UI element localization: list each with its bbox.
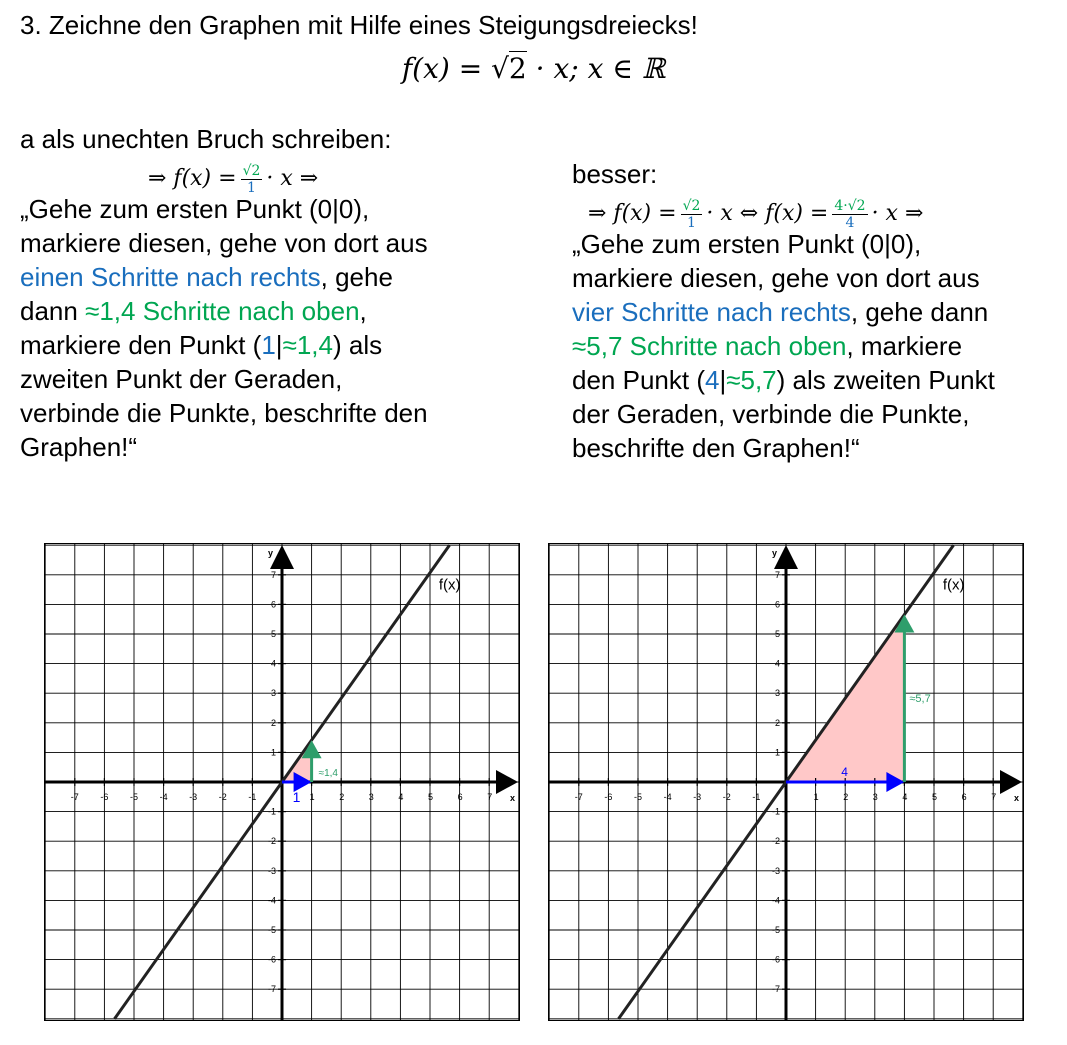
y-tick-label: -2 <box>268 836 277 847</box>
left-line-2: markiere diesen, gehe von dort aus <box>20 228 428 258</box>
left-step-right-text: einen Schritte nach rechts <box>20 262 321 292</box>
y-tick-label: 3 <box>775 688 781 699</box>
main-formula-rhs: · x; x ∈ ℝ <box>526 52 666 85</box>
x-tick-label: 1 <box>309 792 315 802</box>
x-tick-label: 5 <box>428 792 434 802</box>
right-step-up-text: ≈5,7 Schritte nach oben <box>572 331 847 361</box>
rise-label: ≈1,4 <box>318 768 338 779</box>
y-tick-label: -4 <box>268 895 277 906</box>
graph-right <box>548 543 1024 1021</box>
right-line-1: „Gehe zum ersten Punkt (0|0), <box>572 229 922 259</box>
function-label: f(x) <box>942 576 965 594</box>
x-tick-label: 3 <box>872 792 878 802</box>
y-axis-label: y <box>268 548 274 558</box>
right-fraction-2-denominator: 4 <box>845 214 855 231</box>
x-tick-label: -5 <box>634 792 643 802</box>
left-line-3 <box>20 260 540 294</box>
y-tick-label: 5 <box>775 629 781 639</box>
main-formula-lhs: f(x) = <box>401 52 492 85</box>
y-tick-label: -4 <box>772 895 781 906</box>
right-line-5 <box>572 363 1062 397</box>
right-point-y: ≈5,7 <box>726 365 777 395</box>
y-tick-label: -5 <box>268 925 277 935</box>
right-intro: besser: <box>572 159 658 189</box>
x-tick-label: -5 <box>130 792 139 802</box>
x-tick-label: 6 <box>961 792 967 802</box>
x-tick-label: -7 <box>574 792 583 802</box>
x-tick-label: -4 <box>159 792 168 802</box>
left-intro: a als unechten Bruch schreiben: <box>20 124 392 154</box>
x-tick-label: 3 <box>368 792 374 802</box>
y-tick-label: 2 <box>271 717 277 728</box>
right-line-4 <box>572 329 1062 363</box>
y-tick-label: -2 <box>772 836 781 847</box>
left-line-4-post: , <box>359 296 367 326</box>
y-tick-label: 7 <box>271 569 277 580</box>
right-line-6: der Geraden, verbinde die Punkte, <box>572 399 970 429</box>
right-formula-prefix: ⇒ f(x) = <box>588 201 677 226</box>
x-tick-label: -3 <box>693 792 702 802</box>
y-tick-label: 6 <box>271 599 277 610</box>
x-axis-arrow <box>1000 770 1022 794</box>
rise-label: ≈5,7 <box>909 693 931 706</box>
x-tick-label: -4 <box>663 792 672 802</box>
x-axis-label: x <box>510 793 516 803</box>
y-tick-label: -1 <box>268 806 277 817</box>
x-axis-label: x <box>1014 793 1020 803</box>
x-axis-arrow <box>496 770 518 794</box>
x-tick-label: -6 <box>604 792 613 802</box>
left-line-6: zweiten Punkt der Geraden, <box>20 364 343 394</box>
y-tick-label: -5 <box>772 925 781 935</box>
right-column <box>572 157 1062 465</box>
right-point-sep: | <box>719 365 727 395</box>
right-fraction-2 <box>832 198 867 231</box>
right-fraction-1-numerator: √2 <box>682 197 701 214</box>
right-line-7: beschrifte den Graphen!“ <box>572 433 860 463</box>
y-axis-label: y <box>772 548 778 558</box>
x-tick-label: 2 <box>339 792 345 802</box>
right-line-4-post: , markiere <box>846 331 963 361</box>
sqrt-sign: √ <box>491 52 509 85</box>
y-axis-arrow <box>774 545 798 569</box>
y-tick-label: 1 <box>775 747 781 758</box>
x-tick-label: 4 <box>398 792 404 802</box>
task-title: 3. Zeichne den Graphen mit Hilfe eines Steigungsdreiecks! <box>20 10 698 40</box>
right-line-5-post: ) als zweiten Punkt <box>776 365 995 395</box>
right-formula-suffix: · x ⇒ <box>871 201 924 226</box>
left-line-1: „Gehe zum ersten Punkt (0|0), <box>20 194 370 224</box>
main-formula <box>0 52 1067 85</box>
left-formula-suffix: · x ⇒ <box>266 166 319 191</box>
left-line-5-pre: markiere den Punkt ( <box>20 330 262 360</box>
right-step-right-text: vier Schritte nach rechts <box>572 297 851 327</box>
x-tick-label: 5 <box>932 792 938 802</box>
left-line-3-rest: , gehe <box>320 262 393 292</box>
y-tick-label: -3 <box>772 865 781 876</box>
left-line-7: verbinde die Punkte, beschrifte den <box>20 398 428 428</box>
y-tick-label: -6 <box>268 954 277 965</box>
left-fraction <box>241 163 263 196</box>
x-tick-label: 7 <box>991 792 997 802</box>
y-tick-label: 1 <box>271 747 277 758</box>
y-tick-label: -1 <box>772 806 781 817</box>
x-tick-label: 7 <box>487 792 493 802</box>
y-tick-label: -6 <box>772 954 781 965</box>
x-tick-label: -1 <box>248 792 257 802</box>
left-line-8: Graphen!“ <box>20 432 138 462</box>
left-line-5 <box>20 328 540 362</box>
x-tick-label: 1 <box>813 792 819 802</box>
x-tick-label: -1 <box>752 792 761 802</box>
left-point-sep: | <box>275 330 283 360</box>
x-tick-label: -2 <box>722 792 731 802</box>
right-fraction-2-numerator: 4·√2 <box>834 197 866 214</box>
right-point-x: 4 <box>704 365 720 395</box>
x-tick-label: -3 <box>189 792 198 802</box>
y-tick-label: 4 <box>271 658 277 669</box>
x-tick-label: -2 <box>218 792 227 802</box>
run-label: 1 <box>292 789 301 805</box>
x-tick-label: -6 <box>100 792 109 802</box>
left-formula-prefix: ⇒ f(x) = <box>148 166 237 191</box>
y-tick-label: 5 <box>271 629 277 639</box>
sqrt-radicand: 2 <box>508 52 527 85</box>
x-tick-label: -7 <box>70 792 79 802</box>
y-tick-label: 6 <box>775 599 781 610</box>
right-line-5-pre: den Punkt ( <box>572 365 705 395</box>
function-label: f(x) <box>438 576 461 594</box>
left-point-y: ≈1,4 <box>282 330 333 360</box>
right-fraction-1 <box>681 198 703 231</box>
right-line-3-rest: , gehe dann <box>850 297 989 327</box>
right-line-3 <box>572 295 1062 329</box>
run-label: 4 <box>841 765 848 779</box>
y-tick-label: 3 <box>271 688 277 699</box>
x-tick-label: 4 <box>902 792 908 802</box>
right-fraction-1-denominator: 1 <box>687 214 696 231</box>
y-tick-label: 7 <box>775 569 781 580</box>
left-line-4-pre: dann <box>20 296 86 326</box>
y-tick-label: -7 <box>268 984 277 995</box>
left-line-5-post: ) als <box>332 330 383 360</box>
left-column <box>20 122 540 464</box>
left-step-up-text: ≈1,4 Schritte nach oben <box>85 296 360 326</box>
right-formula-middle: · x ⇔ f(x) = <box>706 201 829 226</box>
left-point-x: 1 <box>261 330 276 360</box>
y-tick-label: 2 <box>775 717 781 728</box>
y-axis-arrow <box>270 545 294 569</box>
graph-left <box>44 543 520 1021</box>
y-tick-label: 4 <box>775 658 781 669</box>
y-tick-label: -7 <box>772 984 781 995</box>
x-tick-label: 2 <box>843 792 849 802</box>
left-fraction-numerator: √2 <box>242 162 261 179</box>
left-fraction-denominator: 1 <box>247 179 256 196</box>
right-line-2: markiere diesen, gehe von dort aus <box>572 263 980 293</box>
left-line-4 <box>20 294 540 328</box>
y-tick-label: -3 <box>268 865 277 876</box>
x-tick-label: 6 <box>457 792 463 802</box>
